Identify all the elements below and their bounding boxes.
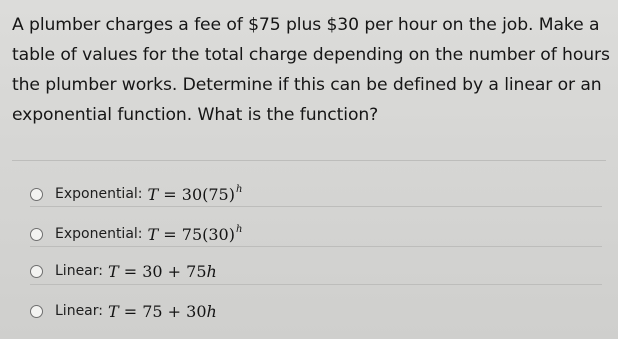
answer-option-4[interactable] xyxy=(30,300,217,322)
radio-button[interactable] xyxy=(30,228,43,241)
option-formula: T = 75 + 30h xyxy=(107,301,217,321)
option-label: Exponential: xyxy=(55,186,143,202)
option-label: Exponential: xyxy=(55,226,143,242)
question-line: the plumber works. Determine if this can be defined by a linear or an xyxy=(12,75,602,95)
radio-button[interactable] xyxy=(30,305,43,318)
radio-button[interactable] xyxy=(30,188,43,201)
divider xyxy=(30,206,602,207)
divider xyxy=(12,160,606,161)
question-text xyxy=(12,10,610,130)
question-line: table of values for the total charge depending on the number of hours xyxy=(12,45,610,65)
option-formula: T = 30 + 75h xyxy=(107,261,217,281)
question-line: A plumber charges a fee of $75 plus $30 per hour on the job. Make a xyxy=(12,15,600,35)
answer-option-3[interactable] xyxy=(30,260,217,282)
answer-option-2[interactable] xyxy=(30,223,242,245)
divider xyxy=(30,246,602,247)
divider xyxy=(30,284,602,285)
answer-option-1[interactable] xyxy=(30,183,242,205)
radio-button[interactable] xyxy=(30,265,43,278)
option-label: Linear: xyxy=(55,303,103,319)
option-formula: $T = 30(75)^h$ xyxy=(147,184,243,204)
question-line: exponential function. What is the function? xyxy=(12,105,379,125)
option-formula: $T = 75(30)^h$ xyxy=(147,224,243,244)
option-label: Linear: xyxy=(55,263,103,279)
